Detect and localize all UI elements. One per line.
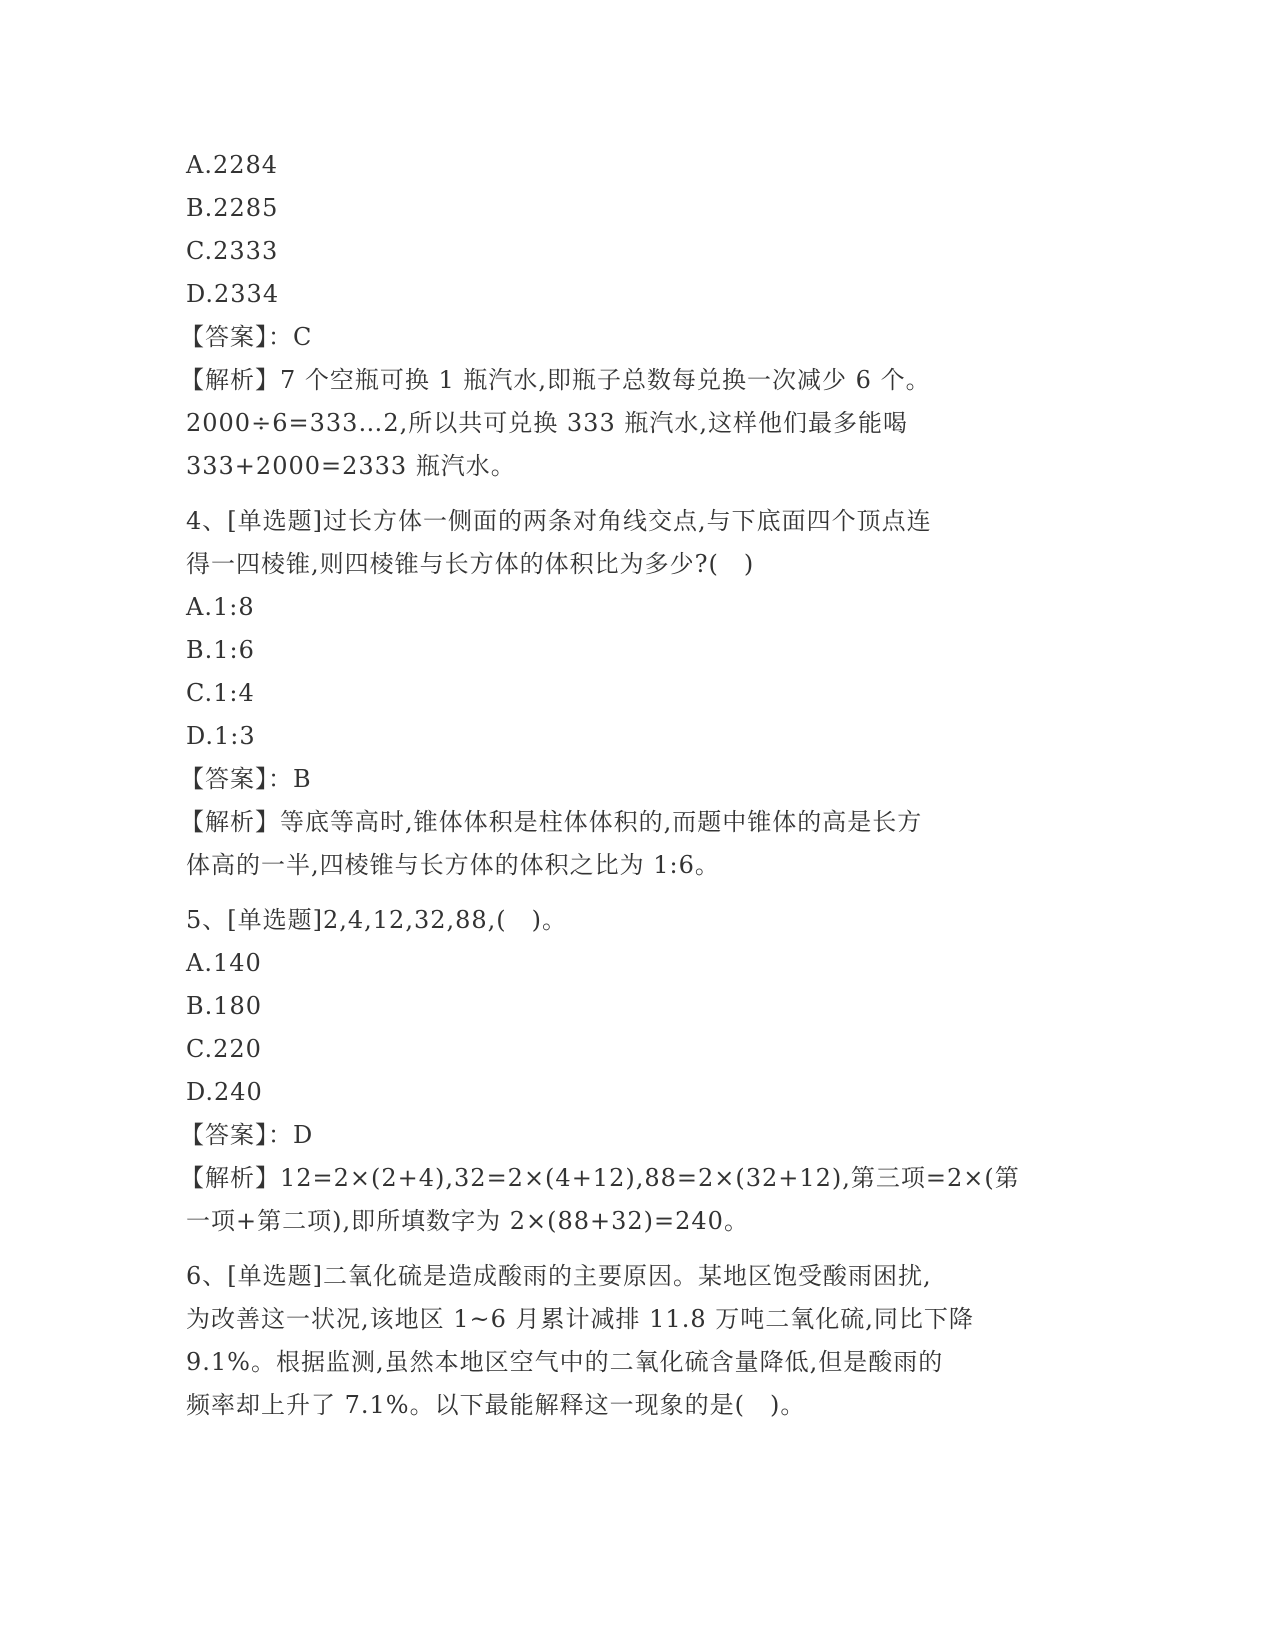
- question-stem: 9.1%。根据监测,虽然本地区空气中的二氧化硫含量降低,但是酸雨的: [186, 1348, 944, 1376]
- spacer: [186, 494, 1086, 506]
- analysis-line: 体高的一半,四棱锥与长方体的体积之比为 1:6。: [186, 851, 720, 879]
- question-stem: 频率却上升了 7.1%。以下最能解释这一现象的是( )。: [186, 1391, 806, 1419]
- question-stem: 得一四棱锥,则四棱锥与长方体的体积比为多少?( ): [186, 550, 755, 578]
- option-d: D.2334: [186, 280, 280, 308]
- analysis-line: 【解析】7 个空瓶可换 1 瓶汽水,即瓶子总数每兑换一次减少 6 个。: [180, 366, 931, 394]
- question-stem: 为改善这一状况,该地区 1~6 月累计减排 11.8 万吨二氧化硫,同比下降: [186, 1305, 974, 1333]
- analysis-line: 333+2000=2333 瓶汽水。: [186, 452, 516, 480]
- option-a: A.140: [186, 949, 262, 977]
- analysis-line: 一项+第二项),即所填数字为 2×(88+32)=240。: [186, 1207, 749, 1235]
- analysis-line: 【解析】12=2×(2+4),32=2×(4+12),88=2×(32+12),第三项=2×(第: [180, 1164, 1020, 1192]
- question-6: [186, 1261, 1086, 1433]
- option-c: C.2333: [186, 237, 279, 265]
- option-d: D.240: [186, 1078, 263, 1106]
- option-b: B.2285: [186, 194, 279, 222]
- question-4: [180, 506, 1086, 893]
- option-a: A.2284: [186, 151, 279, 179]
- question-stem: 6、[单选题]二氧化硫是造成酸雨的主要原因。某地区饱受酸雨困扰,: [186, 1262, 932, 1290]
- spacer: [186, 1249, 1086, 1261]
- analysis-line: 2000÷6=333…2,所以共可兑换 333 瓶汽水,这样他们最多能喝: [186, 409, 908, 437]
- option-d: D.1:3: [186, 722, 256, 750]
- option-c: C.220: [186, 1035, 262, 1063]
- question-stem: 5、[单选题]2,4,12,32,88,( )。: [186, 906, 568, 934]
- question-stem: 4、[单选题]过长方体一侧面的两条对角线交点,与下底面四个顶点连: [186, 507, 932, 535]
- analysis-line: 【解析】等底等高时,锥体体积是柱体体积的,而题中锥体的高是长方: [180, 808, 923, 836]
- option-a: A.1:8: [186, 593, 255, 621]
- question-3: [180, 150, 1086, 494]
- spacer: [186, 893, 1086, 905]
- option-b: B.180: [186, 992, 263, 1020]
- answer-line: 【答案】：D: [180, 1121, 314, 1149]
- option-c: C.1:4: [186, 679, 255, 707]
- option-b: B.1:6: [186, 636, 255, 664]
- question-5: [180, 905, 1086, 1249]
- answer-line: 【答案】：C: [180, 323, 313, 351]
- answer-line: 【答案】：B: [180, 765, 312, 793]
- exam-page: [180, 150, 1086, 1433]
